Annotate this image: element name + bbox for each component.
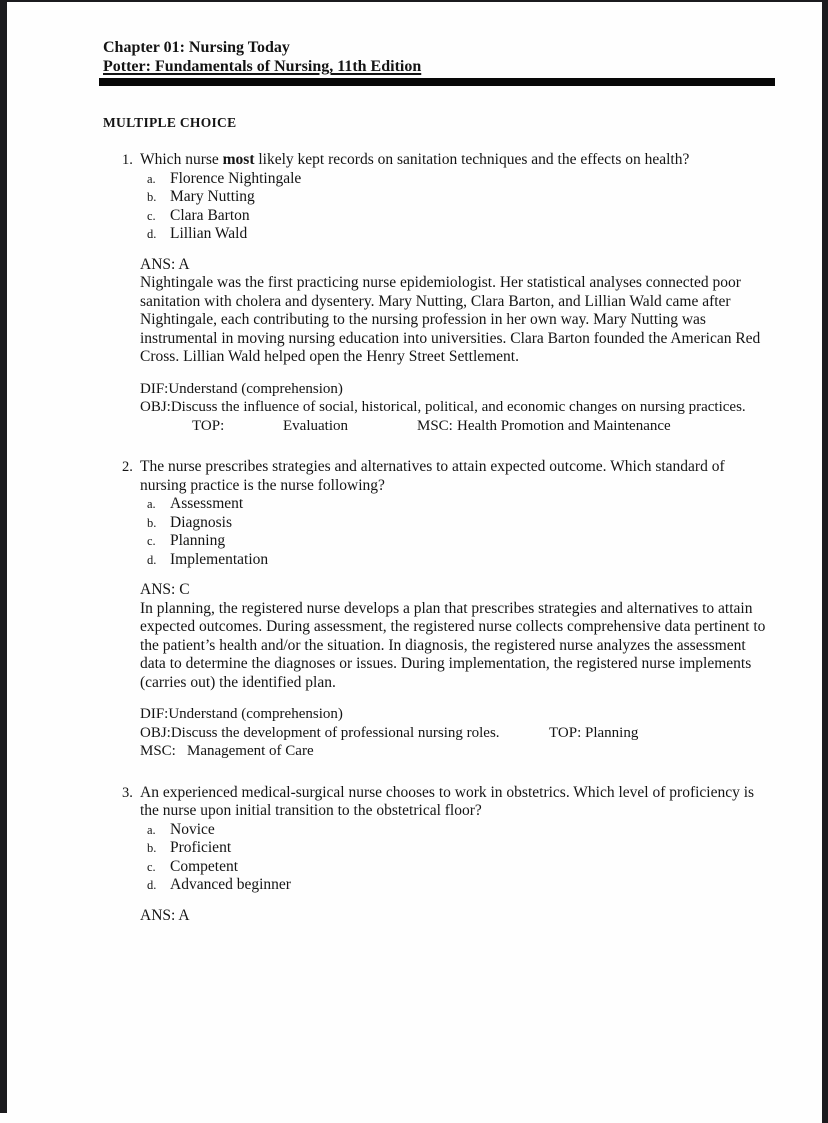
- msc-value: Management of Care: [187, 743, 314, 759]
- question-3-text: An experienced medical-surgical nurse chooses to work in obstetrics. Which level of proficiency is the nurse upon initial transition to the obstetrical floor?: [140, 783, 755, 819]
- msc-value: Health Promotion and Maintenance: [457, 417, 671, 434]
- page-content: [103, 38, 773, 925]
- top-label: TOP:: [192, 417, 225, 434]
- section-heading: MULTIPLE CHOICE: [103, 115, 237, 130]
- option-text: Planning: [170, 532, 226, 549]
- option-letter: a.: [147, 171, 156, 186]
- question-3-option-b: [140, 839, 773, 858]
- question-1-text: [140, 151, 773, 170]
- question-2-obj-top: [140, 724, 773, 743]
- question-1-number: 1.: [122, 152, 133, 168]
- question-2-option-b: [140, 514, 773, 533]
- option-letter: a.: [147, 497, 156, 511]
- chapter-title: Chapter 01: Nursing Today: [103, 39, 290, 56]
- msc-label: MSC:: [417, 417, 453, 434]
- question-1-option-c: [140, 207, 773, 226]
- question-2-dif: DIF:Understand (comprehension): [140, 706, 343, 722]
- option-letter: c.: [147, 859, 156, 874]
- question-2: [103, 458, 773, 761]
- question-1-dif: DIF:Understand (comprehension): [140, 380, 343, 397]
- option-letter: b.: [147, 190, 157, 204]
- question-2-option-d: [140, 551, 773, 570]
- option-letter: b.: [147, 841, 157, 855]
- question-3: [103, 784, 773, 926]
- page-edge-top: [0, 0, 828, 2]
- option-text: Diagnosis: [170, 513, 232, 531]
- option-letter: d.: [147, 878, 157, 892]
- question-2-option-a: [140, 495, 773, 514]
- question-1-text-post: likely kept records on sanitation techniques and the effects on health?: [254, 151, 690, 168]
- option-text: Mary Nutting: [170, 188, 255, 205]
- question-1-option-d: [140, 225, 773, 244]
- top-text: TOP: Planning: [549, 724, 639, 741]
- page-edge-left: [0, 0, 7, 1113]
- page-edge-right: [822, 0, 828, 1123]
- question-3-option-a: [140, 821, 773, 840]
- question-1-option-a: [140, 170, 773, 189]
- option-letter: a.: [147, 822, 156, 837]
- question-1-meta: [140, 380, 773, 436]
- question-2-number: 2.: [122, 459, 133, 475]
- document-header: [103, 38, 773, 86]
- option-text: Lillian Wald: [170, 225, 248, 242]
- top-value: Evaluation: [283, 417, 348, 434]
- question-1-top-msc: [140, 417, 773, 436]
- header-rule: [99, 78, 775, 86]
- option-letter: d.: [147, 552, 157, 567]
- obj-text: OBJ:Discuss the development of professional nursing roles.: [140, 724, 500, 741]
- question-3-option-d: [140, 876, 773, 895]
- option-text: Novice: [170, 820, 215, 838]
- question-1-answer: ANS: A: [140, 255, 190, 273]
- question-2-msc: [140, 742, 773, 761]
- option-letter: d.: [147, 227, 157, 241]
- option-letter: c.: [147, 208, 156, 223]
- question-1-obj: OBJ:Discuss the influence of social, historical, political, and economic changes on nursing practices.: [140, 399, 746, 415]
- option-text: Proficient: [170, 839, 232, 856]
- question-3-option-c: [140, 858, 773, 877]
- option-text: Advanced beginner: [170, 876, 291, 893]
- question-1-text-bold: most: [222, 151, 255, 168]
- option-text: Implementation: [170, 550, 269, 568]
- question-1-option-b: [140, 188, 773, 207]
- option-text: Assessment: [170, 495, 244, 512]
- question-2-meta: [140, 705, 773, 761]
- option-text: Competent: [170, 857, 239, 875]
- option-text: Clara Barton: [170, 206, 250, 224]
- question-2-answer: ANS: C: [140, 581, 190, 598]
- msc-label: MSC:: [140, 743, 176, 759]
- question-2-text: The nurse prescribes strategies and alternatives to attain expected outcome. Which standard of nursing practice is the nurse following?: [140, 458, 725, 494]
- question-3-number: 3.: [122, 784, 133, 801]
- question-1-text-pre: Which nurse: [140, 151, 223, 168]
- question-2-option-c: [140, 532, 773, 551]
- option-letter: c.: [147, 534, 156, 548]
- book-title: Potter: Fundamentals of Nursing, 11th Edition: [103, 58, 422, 75]
- question-2-rationale: In planning, the registered nurse develops a plan that prescribes strategies and alternatives to attain expected outcomes. During assessment, the registered nurse collects comprehensive data pertinent to the patient’s health and/or the situation. In diagnosis, the registered nurse analyzes the assessment data to determine the diagnoses or issues. During implementation, the registered nurse implements (carries out) the identified plan.: [140, 599, 766, 691]
- option-letter: b.: [147, 515, 157, 530]
- question-1-rationale: Nightingale was the first practicing nurse epidemiologist. Her statistical analyses connected poor sanitation with cholera and dysentery. Mary Nutting, Clara Barton, and Lillian Wald came after Nightingale, each contributing to the nursing profession in her own way. Mary Nutting was instrumental in moving nursing education into universities. Clara Barton founded the American Red Cross. Lillian Wald helped open the Henry Street Settlement.: [140, 274, 761, 365]
- option-text: Florence Nightingale: [170, 169, 302, 187]
- question-1: [103, 151, 773, 435]
- question-3-answer: ANS: A: [140, 906, 190, 924]
